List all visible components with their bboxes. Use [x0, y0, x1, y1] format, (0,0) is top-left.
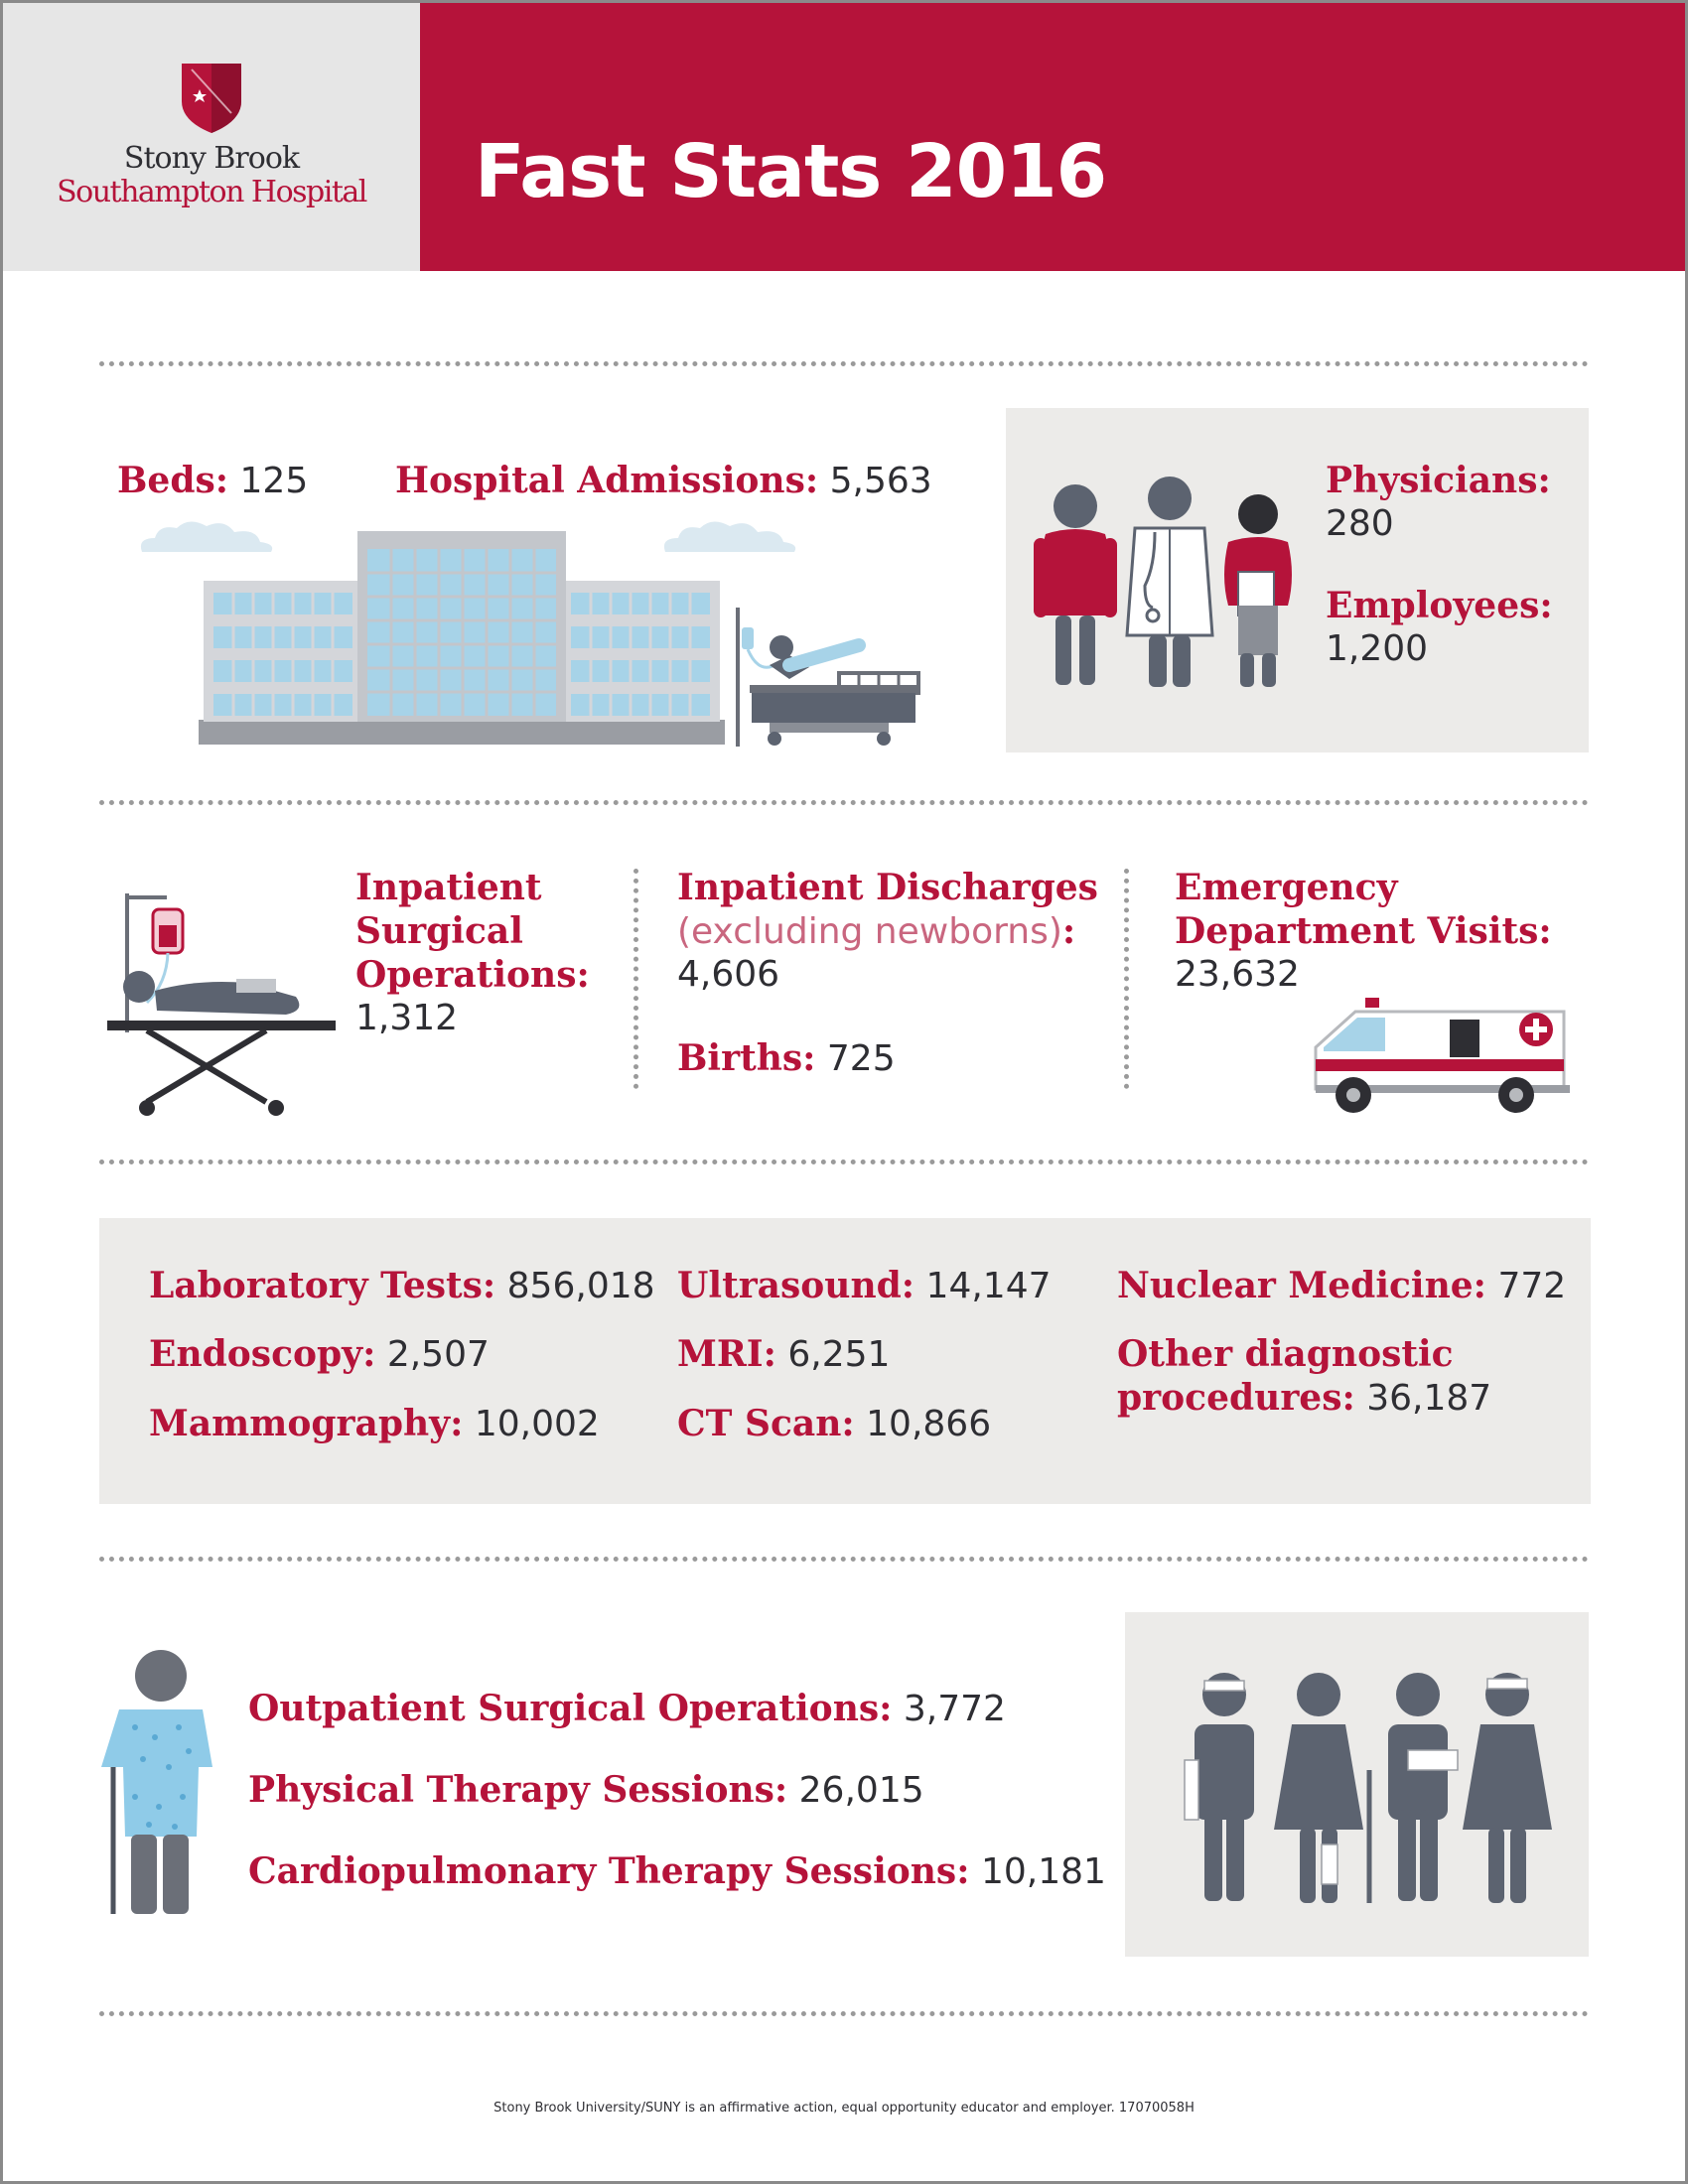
divider-2: [99, 800, 1589, 805]
births-value: 725: [826, 1038, 896, 1079]
discharges-colon: :: [1061, 910, 1076, 952]
ed-label-1: Emergency: [1175, 867, 1398, 908]
cardio-therapy-stat: [248, 1849, 1106, 1894]
other-diagnostic-value: 36,187: [1366, 1378, 1492, 1419]
lab-tests-stat: [149, 1264, 655, 1308]
discharges-value: 4,606: [677, 954, 780, 995]
patient-gown-icon: [99, 1648, 213, 1916]
nuclear-medicine-stat: [1117, 1264, 1566, 1308]
ultrasound-stat: [677, 1264, 1052, 1308]
births-stat: [677, 1036, 896, 1081]
injured-people-icon: [1185, 1671, 1564, 1904]
endoscopy-stat: [149, 1332, 490, 1377]
other-diagnostic-label-2: procedures:: [1117, 1377, 1355, 1419]
hospital-building-icon: [199, 531, 725, 745]
mri-stat: [677, 1332, 890, 1377]
physical-therapy-label: Physical Therapy Sessions:: [248, 1769, 788, 1811]
logo-line-2: Southampton Hospital: [57, 175, 366, 209]
nuclear-medicine-label: Nuclear Medicine:: [1117, 1265, 1486, 1306]
mri-value: 6,251: [787, 1334, 891, 1375]
mammography-label: Mammography:: [149, 1403, 464, 1444]
physical-therapy-stat: [248, 1768, 924, 1813]
discharges-note: (excluding newborns): [677, 911, 1062, 952]
vertical-divider-2: [1124, 869, 1129, 1089]
mammography-value: 10,002: [474, 1404, 600, 1444]
physicians-value: 280: [1326, 503, 1394, 544]
surgical-label-1: Inpatient: [355, 867, 542, 908]
medical-staff-icon: [1028, 477, 1306, 695]
hospital-bed-patient-icon: [730, 608, 923, 747]
surgical-label-3: Operations:: [355, 954, 590, 996]
births-label: Births:: [677, 1037, 816, 1079]
beds-label: Beds:: [117, 460, 229, 501]
divider-4: [99, 1557, 1589, 1562]
outpatient-value: 3,772: [903, 1689, 1006, 1729]
nuclear-medicine-value: 772: [1497, 1266, 1567, 1306]
ambulance-icon: [1316, 998, 1576, 1117]
admissions-value: 5,563: [829, 461, 932, 501]
discharges-label: Inpatient Discharges: [677, 867, 1098, 908]
ed-value: 23,632: [1175, 954, 1300, 995]
surgical-value: 1,312: [355, 998, 459, 1038]
surgery-stretcher-icon: [107, 893, 336, 1117]
mammography-stat: [149, 1402, 600, 1446]
divider-3: [99, 1160, 1589, 1164]
ultrasound-label: Ultrasound:: [677, 1265, 915, 1306]
surgical-label-2: Surgical: [355, 910, 523, 952]
ct-scan-value: 10,866: [866, 1404, 992, 1444]
other-diagnostic-label-1: Other diagnostic: [1117, 1333, 1454, 1375]
logo-line-1: Stony Brook: [123, 141, 300, 176]
lab-tests-label: Laboratory Tests:: [149, 1265, 496, 1306]
divider-1: [99, 361, 1589, 366]
endoscopy-label: Endoscopy:: [149, 1333, 376, 1375]
employees-label: Employees:: [1326, 585, 1553, 626]
mri-label: MRI:: [677, 1333, 776, 1375]
outpatient-label: Outpatient Surgical Operations:: [248, 1688, 893, 1729]
outpatient-stat: [248, 1687, 1006, 1731]
cardio-therapy-label: Cardiopulmonary Therapy Sessions:: [248, 1850, 970, 1892]
ed-label-2: Department Visits:: [1175, 910, 1552, 952]
employees-value: 1,200: [1326, 628, 1429, 669]
physicians-label: Physicians:: [1326, 460, 1551, 501]
divider-5: [99, 2011, 1589, 2016]
vertical-divider-1: [633, 869, 638, 1089]
admissions-stat: [395, 459, 932, 503]
page-title: Fast Stats 2016: [475, 129, 1107, 214]
admissions-label: Hospital Admissions:: [395, 460, 819, 501]
lab-tests-value: 856,018: [506, 1266, 655, 1306]
ct-scan-stat: [677, 1402, 991, 1446]
ultrasound-value: 14,147: [925, 1266, 1052, 1306]
footer-disclaimer: Stony Brook University/SUNY is an affirmative action, equal opportunity educator and employer. 17070058H: [493, 2101, 1195, 2116]
other-diagnostic-stat: [1117, 1376, 1491, 1421]
endoscopy-value: 2,507: [386, 1334, 490, 1375]
discharges-note-line: [677, 909, 1075, 954]
shield-logo-icon: [182, 64, 241, 133]
logo-panel: [3, 3, 420, 271]
beds-stat: [117, 459, 308, 503]
cardio-therapy-value: 10,181: [980, 1851, 1106, 1892]
ct-scan-label: CT Scan:: [677, 1403, 855, 1444]
beds-value: 125: [239, 461, 309, 501]
physical-therapy-value: 26,015: [798, 1770, 924, 1811]
